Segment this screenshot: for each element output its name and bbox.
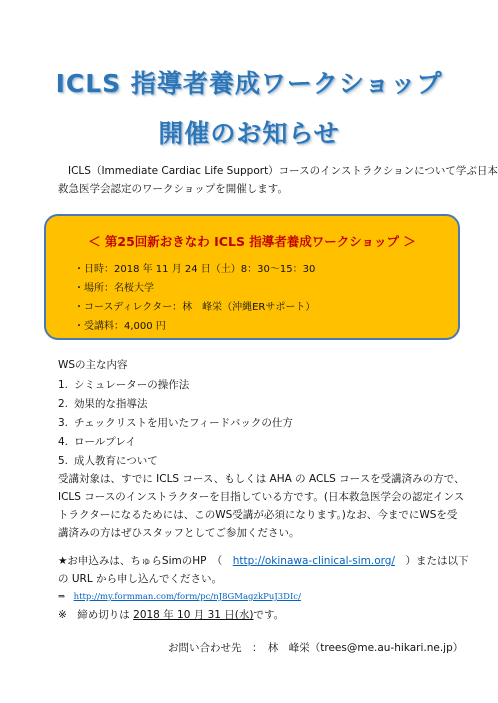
form-url-line xyxy=(58,588,468,606)
form-link[interactable]: http://my.formman.com/form/pc/nJ8GMagzkPuJ3DIc/ xyxy=(73,592,301,602)
ws-contents-heading: WSの主な内容 xyxy=(58,359,128,371)
intro-paragraph xyxy=(58,162,498,198)
deadline-prefix: ※ 締め切りは xyxy=(58,609,134,621)
arrow-icon: ⇒ xyxy=(58,592,74,602)
eligibility-line-1: 受講対象は、すでに ICLS コース、もしくは AHA の ACLS コースを受講済みの方で、 xyxy=(58,473,465,485)
contact-info: お問い合わせ先 ： 林 峰栄（trees@me.au-hikari.ne.jp） xyxy=(168,642,464,654)
list-item-number: 4. xyxy=(58,436,69,448)
eligibility-line-2: ICLS コースのインストラクターを目指している方です。(日本救急医学会の認定インス xyxy=(58,491,465,503)
deadline-line xyxy=(58,606,468,624)
list-item-number: 3. xyxy=(58,417,69,429)
list-item-text: 成人教育について xyxy=(74,455,158,467)
intro-line-1: ICLS（Immediate Cardiac Life Support）コースのインストラクションについて学ぶ日本 xyxy=(68,165,498,177)
list-item xyxy=(58,376,293,395)
list-item-text: シミュレーターの操作法 xyxy=(74,379,190,391)
list-item-number: 1. xyxy=(58,379,69,391)
list-item xyxy=(58,452,293,471)
event-details xyxy=(74,260,315,336)
list-item xyxy=(58,433,293,452)
deadline-suffix: です。 xyxy=(253,609,285,621)
hp-link[interactable]: http://okinawa-clinical-sim.org/ xyxy=(232,555,395,567)
ws-contents-section xyxy=(58,356,293,471)
page-subtitle: 開催のお知らせ xyxy=(158,119,340,148)
event-fee: ・受講料：4,000 円 xyxy=(74,321,166,332)
event-director: ・コースディレクター：林 峰栄（沖縄ERサポート） xyxy=(74,302,316,313)
application-line-1 xyxy=(58,552,468,570)
event-date: ・日時：2018 年 11 月 24 日（土）8：30～15：30 xyxy=(74,264,316,275)
list-item-text: チェックリストを用いたフィードバックの仕方 xyxy=(74,417,293,429)
eligibility-line-4: 講済みの方はぜひスタッフとしてご参加ください。 xyxy=(58,527,300,539)
list-item xyxy=(58,414,293,433)
list-item-number: 2. xyxy=(58,398,69,410)
application-line-2: の URL から申し込んでください。 xyxy=(58,573,223,585)
list-item-text: 効果的な指導法 xyxy=(74,398,148,410)
event-info-box xyxy=(44,214,460,340)
application-prefix: ★お申込みは、ちゅらSimのHP （ xyxy=(58,555,233,567)
eligibility-paragraph xyxy=(58,470,465,542)
list-item xyxy=(58,395,293,414)
application-suffix: ）または以下 xyxy=(395,555,469,567)
list-item-text: ロールプレイ xyxy=(74,436,136,448)
intro-line-2: 救急医学会認定のワークショップを開催します。 xyxy=(58,183,288,195)
event-title: ＜ 第25回新おきなわ ICLS 指導者養成ワークショップ ＞ xyxy=(88,234,416,249)
application-section xyxy=(58,552,468,624)
ws-contents-list xyxy=(58,376,293,471)
event-venue: ・場所：名桜大学 xyxy=(74,283,154,294)
eligibility-line-3: トラクターになるためには、このWS受講が必須になります。)なお、今までにWSを受 xyxy=(58,509,458,521)
deadline-date: 2018 年 10 月 31 日(水) xyxy=(133,609,254,621)
page-title: ICLS 指導者養成ワークショップ xyxy=(55,69,443,98)
list-item-number: 5. xyxy=(58,455,69,467)
